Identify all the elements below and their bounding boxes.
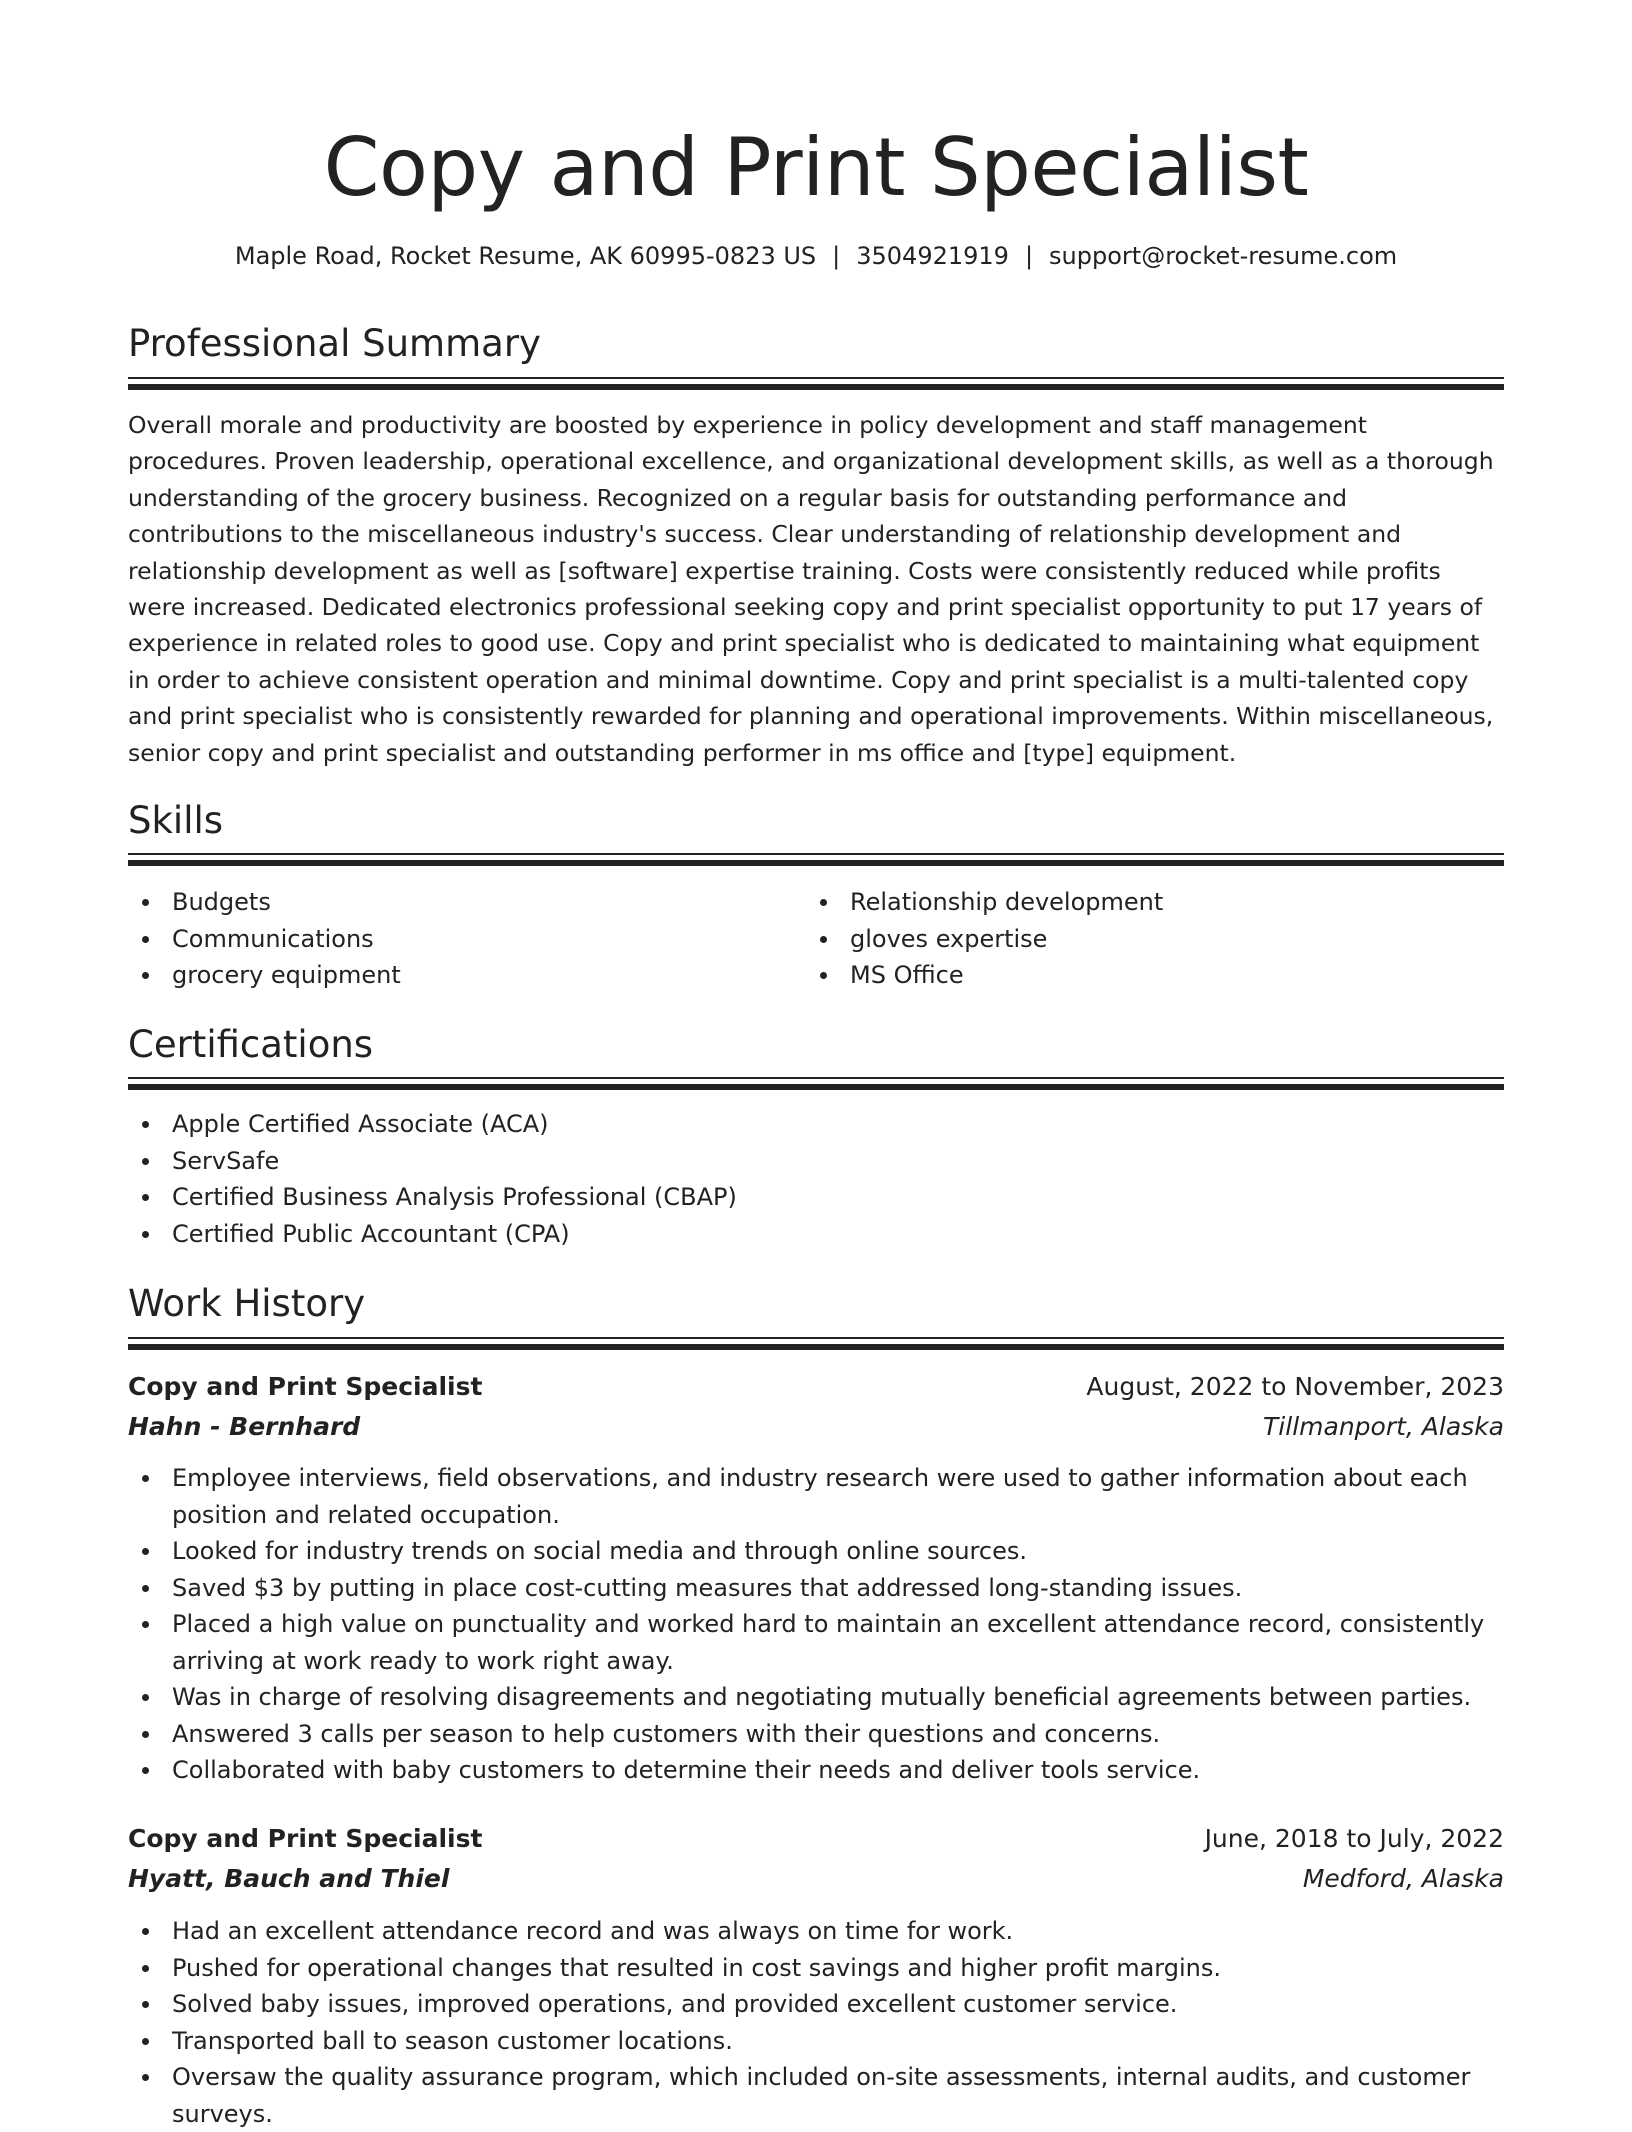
certification-text: Certified Public Accountant (CPA) <box>172 1219 570 1248</box>
skill-text: MS Office <box>850 961 964 989</box>
list-item <box>128 1106 1504 1143</box>
certification-text: ServSafe <box>172 1146 280 1175</box>
bullet-icon <box>820 899 827 906</box>
list-item <box>128 1460 1504 1533</box>
list-item <box>128 1752 1504 1789</box>
summary-text: Overall morale and productivity are boosted by experience in policy development and staff management procedures. Proven leadership, operational excellence, and organizational development skills, as well as a thorough understanding of the grocery business. Recognized on a regular basis for outstanding performance and contributions to the miscellaneous industry's success. Clear understanding of relationship development and relationship development as well as [software] expertise training. Costs were consistently reduced while profits were increased. Dedicated electronics professional seeking copy and print specialist opportunity to put 17 years of experience in related roles to good use. Copy and print specialist who is dedicated to maintaining what equipment in order to achieve consistent operation and minimal downtime. Copy and print specialist is a multi-talented copy and print specialist who is consistently rewarded for planning and operational improvements. Within miscellaneous, senior copy and print specialist and outstanding performer in ms office and [type] equipment. <box>128 411 1494 767</box>
list-item <box>128 1216 1504 1253</box>
responsibility-text: Had an excellent attendance record and was always on time for work. <box>172 1917 1014 1945</box>
contact-line <box>128 238 1504 274</box>
job-company: Hyatt, Bauch and Thiel <box>128 1864 450 1893</box>
list-item <box>806 884 1504 921</box>
job-dates: August, 2022 to November, 2023 <box>1086 1372 1504 1401</box>
bullet-icon <box>142 1767 149 1774</box>
list-item <box>128 2059 1504 2132</box>
skill-text: Communications <box>172 924 374 953</box>
responsibility-text: Answered 3 calls per season to help customers with their questions and concerns. <box>172 1719 1161 1748</box>
job-location: Tillmanport, Alaska <box>1263 1412 1504 1441</box>
job-subheader <box>128 1407 1504 1447</box>
bullet-icon <box>142 936 149 943</box>
bullet-icon <box>142 2074 149 2081</box>
responsibility-text: Oversaw the quality assurance program, which included on-site assessments, internal audits, and customer surveys. <box>172 2063 1471 2128</box>
section-divider <box>128 1077 1504 1090</box>
job-title: Copy and Print Specialist <box>128 1824 483 1853</box>
bullet-icon <box>142 1475 149 1482</box>
list-item <box>128 1570 1504 1607</box>
list-item <box>128 1913 1504 1950</box>
certification-text: Apple Certified Associate (ACA) <box>172 1110 549 1138</box>
list-item <box>128 1179 1504 1216</box>
bullet-icon <box>142 1694 149 1701</box>
skill-text: gloves expertise <box>850 924 1048 953</box>
candidate-name: Copy and Print Specialist <box>323 121 1309 214</box>
job-subheader <box>128 1859 1504 1899</box>
section-divider <box>128 1337 1504 1350</box>
job-location: Medford, Alaska <box>1302 1864 1504 1893</box>
bullet-icon <box>142 972 149 979</box>
job-company: Hahn - Bernhard <box>128 1412 361 1441</box>
responsibility-text: Placed a high value on punctuality and worked hard to maintain an excellent attendance record, consistently arriving at work ready to work right away. <box>172 1610 1485 1675</box>
section-title-work-history: Work History <box>128 1282 366 1325</box>
list-item <box>128 1716 1504 1753</box>
bullet-icon <box>142 1928 149 1935</box>
bullet-icon <box>142 1731 149 1738</box>
bullet-icon <box>820 972 827 979</box>
skill-text: Budgets <box>172 888 271 916</box>
list-item <box>128 2023 1504 2060</box>
bullet-icon <box>142 1585 149 1592</box>
list-item <box>128 957 788 994</box>
responsibility-text: Collaborated with baby customers to determine their needs and deliver tools service. <box>172 1756 1201 1784</box>
bullet-icon <box>142 1621 149 1628</box>
responsibility-text: Looked for industry trends on social media and through online sources. <box>172 1537 1027 1565</box>
skills-list-left <box>128 884 788 994</box>
job-responsibilities <box>128 1913 1504 2132</box>
responsibility-text: Employee interviews, field observations, and industry research were used to gather information about each position and related occupation. <box>172 1464 1468 1529</box>
list-item <box>128 1533 1504 1570</box>
contact-address: Maple Road, Rocket Resume, AK 60995-0823 US <box>234 242 817 270</box>
contact-separator: | <box>1024 242 1034 270</box>
bullet-icon <box>142 1548 149 1555</box>
list-item <box>128 921 788 958</box>
list-item <box>128 1679 1504 1716</box>
bullet-icon <box>142 1121 149 1128</box>
certifications-list <box>128 1106 1504 1252</box>
contact-email: support@rocket-resume.com <box>1049 242 1398 270</box>
responsibility-text: Solved baby issues, improved operations, and provided excellent customer service. <box>172 1990 1178 2018</box>
responsibility-text: Transported ball to season customer locations. <box>172 2026 733 2055</box>
list-item <box>128 884 788 921</box>
bullet-icon <box>142 1231 149 1238</box>
list-item <box>128 1986 1504 2023</box>
contact-separator: | <box>832 242 841 270</box>
bullet-icon <box>142 1194 149 1201</box>
list-item <box>128 1950 1504 1987</box>
bullet-icon <box>142 899 149 906</box>
list-item <box>806 957 1504 994</box>
job-responsibilities <box>128 1460 1504 1789</box>
section-title-skills: Skills <box>128 799 224 842</box>
section-divider <box>128 853 1504 866</box>
bullet-icon <box>142 2001 149 2008</box>
responsibility-text: Saved $3 by putting in place cost-cutting measures that addressed long-standing issues. <box>172 1573 1243 1602</box>
bullet-icon <box>820 936 827 943</box>
bullet-icon <box>142 1965 149 1972</box>
job-header <box>128 1819 1504 1859</box>
list-item <box>806 921 1504 958</box>
section-divider <box>128 377 1504 390</box>
job-title: Copy and Print Specialist <box>128 1372 483 1401</box>
contact-phone: 3504921919 <box>856 242 1009 270</box>
responsibility-text: Pushed for operational changes that resulted in cost savings and higher profit margins. <box>172 1953 1221 1982</box>
list-item <box>128 1606 1504 1679</box>
skill-text: grocery equipment <box>172 961 401 989</box>
certification-text: Certified Business Analysis Professional (CBAP) <box>172 1183 737 1211</box>
job-header <box>128 1367 1504 1407</box>
skills-list-right <box>806 884 1504 994</box>
bullet-icon <box>142 2038 149 2045</box>
bullet-icon <box>142 1158 149 1165</box>
responsibility-text: Was in charge of resolving disagreements and negotiating mutually beneficial agreements between parties. <box>172 1683 1472 1711</box>
job-dates: June, 2018 to July, 2022 <box>1204 1824 1504 1853</box>
list-item <box>128 1143 1504 1180</box>
skill-text: Relationship development <box>850 888 1164 916</box>
section-title-certifications: Certifications <box>128 1023 374 1066</box>
section-title-summary: Professional Summary <box>128 322 541 365</box>
